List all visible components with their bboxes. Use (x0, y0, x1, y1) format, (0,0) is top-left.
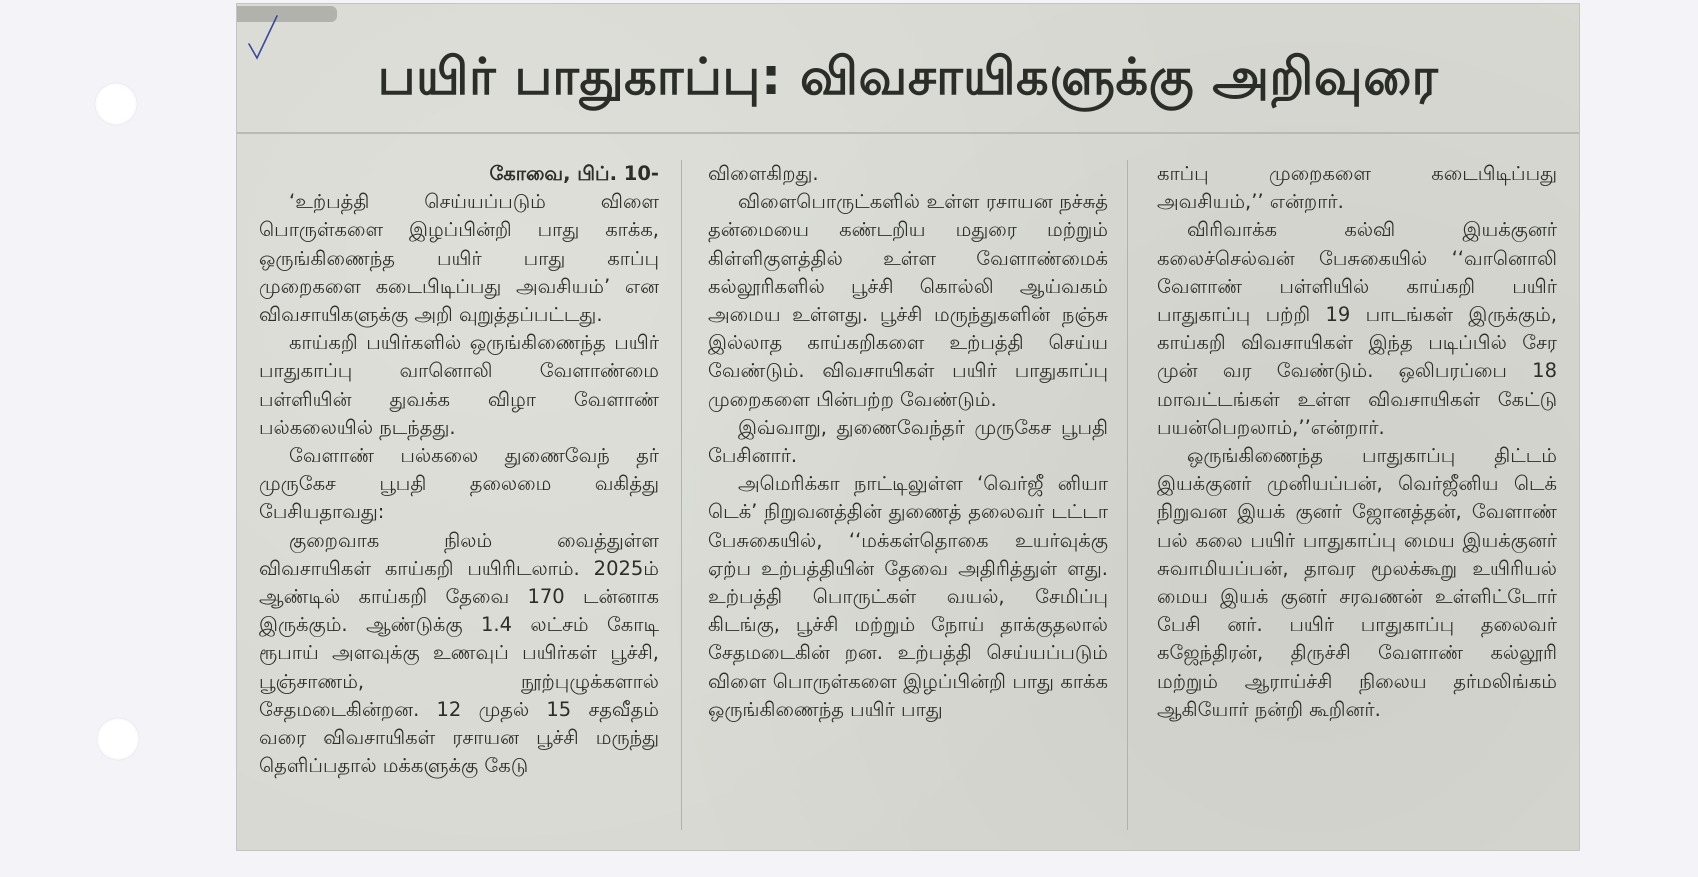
punch-hole-top (95, 83, 137, 125)
article-paragraph-continued: விளைகிறது. (708, 162, 819, 185)
article-headline: பயிர் பாதுகாப்பு: விவசாயிகளுக்கு அறிவுரை (377, 48, 1439, 107)
article-paragraph: விரிவாக்க கல்வி இயக்குனர் கலைச்செல்வன் பேசுகையில் ‘‘வானொலி வேளாண் பள்ளியில் காய்கறி பயிர் பாதுகாப்பு பற்றி 19 பாடங்கள் இருக்கும், காய்கறி விவசாயிகள் இந்த படிப்பில் சேர முன் வர வேண்டும். ஒலிபரப்பை 18 மாவட்டங்கள் உள்ள விவசாயிகள் கேட்டு பயன்பெறலாம்,’’என்றார். (1157, 218, 1557, 439)
article-paragraph-continued: காப்பு முறைகளை கடைபிடிப்பது அவசியம்,’’ என்றார். (1157, 162, 1557, 214)
article-paragraph: குறைவாக நிலம் வைத்துள்ள விவசாயிகள் காய்கறி பயிரிடலாம். 2025ம் ஆண்டில் காய்கறி தேவை 170 டன்னாக இருக்கும். ஆண்டுக்கு 1.4 லட்சம் கோடி ரூபாய் அளவுக்கு உணவுப் பயிர்கள் பூச்சி, பூஞ்சாணம், நூற்புழுக்களால் சேதமடைகின்றன. 12 முதல் 15 சதவீதம் வரை விவசாயிகள் ரசாயன பூச்சி மருந்து தெளிப்பதால் மக்களுக்கு கேடு (259, 528, 659, 778)
article-paragraph: வேளாண் பல்கலை துணைவேந் தர் முருகேச பூபதி தலைமை வகித்து பேசியதாவது: (259, 444, 659, 524)
article-paragraph: விளைபொருட்களில் உள்ள ரசாயன நச்சுத் தன்மையை கண்டறிய மதுரை மற்றும் கிள்ளிகுளத்தில் உள்ள வேளாண்மைக் கல்லூரிகளில் பூச்சி கொல்லி ஆய்வகம் அமைய உள்ளது. பூச்சி மருந்துகளின் நஞ்சு இல்லாத காய்கறிகளை உற்பத்தி செய்ய வேண்டும். விவசாயிகள் பயிர் பாதுகாப்பு முறைகளை பின்பற்ற வேண்டும். (708, 190, 1108, 411)
article-column-1 (259, 160, 659, 838)
article-paragraph: ஒருங்கிணைந்த பாதுகாப்பு திட்டம் இயக்குனர் முனியப்பன், வெர்ஜீனிய டெக் நிறுவன இயக் குனர் ஜோனத்தன், வேளாண் பல் கலை பயிர் பாதுகாப்பு மைய இயக்குனர் சுவாமியப்பன், தாவர மூலக்கூறு உயிரியல் மைய இயக் குனர் சரவணன் உள்ளிட்டோர் பேசி னர். பயிர் பாதுகாப்பு தலைவர் கஜேந்திரன், திருச்சி வேளாண் கல்லூரி மற்றும் ஆராய்ச்சி நிலைய தர்மலிங்கம் ஆகியோர் நன்றி கூறினர். (1157, 444, 1557, 721)
article-paragraph: அமெரிக்கா நாட்டிலுள்ள ‘வெர்ஜீ னியா டெக்’ நிறுவனத்தின் துணைத் தலைவர் டட்டா பேசுகையில், ‘‘மக்கள்தொகை உயர்வுக்கு ஏற்ப உற்பத்தியின் தேவை அதிரித்துள் ளது. உற்பத்தி பொருட்கள் வயல், சேமிப்பு கிடங்கு, பூச்சி மற்றும் நோய் தாக்குதலால் சேதமடைகின் றன. உற்பத்தி செய்யப்படும் விளை பொருள்களை இழப்பின்றி பாது காக்க ஒருங்கிணைந்த பயிர் பாது (708, 472, 1108, 721)
article-paragraph: இவ்வாறு, துணைவேந்தர் முருகேச பூபதி பேசினார். (708, 415, 1108, 468)
article-paragraph: ‘உற்பத்தி செய்யப்படும் விளை பொருள்களை இழப்பின்றி பாது காக்க, ஒருங்கிணைந்த பயிர் பாது காப்பு முறைகளை கடைபிடிப்பது அவசியம்’ என விவசாயிகளுக்கு அறி வுறுத்தப்பட்டது. (259, 190, 659, 327)
headline-divider (237, 132, 1579, 134)
article-dateline: கோவை, பிப். 10- (489, 162, 659, 185)
article-paragraph: காய்கறி பயிர்களில் ஒருங்கிணைந்த பயிர் பாதுகாப்பு வானொலி வேளாண்மை பள்ளியின் துவக்க விழா வேளாண் பல்கலையில் நடந்தது. (259, 331, 659, 439)
article-body (259, 160, 1557, 838)
article-column-2 (708, 160, 1108, 838)
newspaper-clipping (237, 4, 1579, 850)
punch-hole-bottom (97, 718, 139, 760)
article-column-3 (1157, 160, 1557, 838)
